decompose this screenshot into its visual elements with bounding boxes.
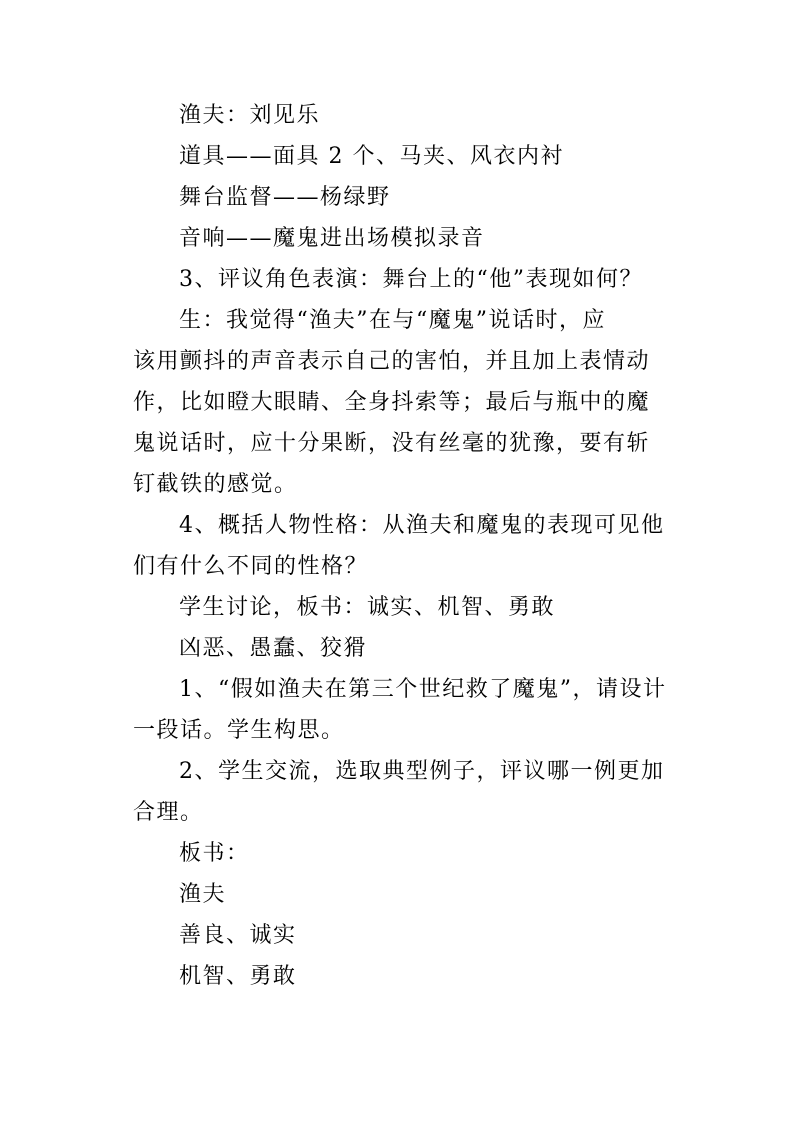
text-line: 一段话。学生构思。: [133, 718, 345, 743]
text-line: 作，比如瞪大眼睛、全身抖索等；最后与瓶中的魔: [133, 390, 651, 415]
text-line: 舞台监督——杨绿野: [179, 185, 391, 210]
text-line: 合理。: [133, 800, 204, 825]
text-line: 渔夫：刘见乐: [179, 103, 321, 128]
text-line: 善良、诚实: [179, 923, 297, 948]
text-line: 2、学生交流，选取典型例子，评议哪一例更加: [179, 759, 665, 784]
text-line: 音响——魔鬼进出场模拟录音: [179, 226, 485, 251]
document-body: [133, 95, 693, 997]
text-line: 鬼说话时，应十分果断，没有丝毫的犹豫，要有斩: [133, 431, 651, 456]
text-line: 凶恶、愚蠢、狡猾: [179, 636, 368, 661]
text-line: 们有什么不同的性格？: [133, 554, 369, 579]
text-line: 1、“假如渔夫在第三个世纪救了魔鬼”，请设计: [179, 677, 667, 702]
text-line: 该用颤抖的声音表示自己的害怕，并且加上表情动: [133, 349, 651, 374]
text-line: 学生讨论，板书：诚实、机智、勇敢: [179, 595, 556, 620]
text-line: 3、评议角色表演：舞台上的“他”表现如何？: [179, 267, 643, 292]
text-line: 钉截铁的感觉。: [133, 472, 298, 497]
text-line: 渔夫: [179, 882, 227, 907]
text-line: 板书：: [179, 841, 250, 866]
text-line: 4、概括人物性格：从渔夫和魔鬼的表现可见他: [179, 513, 665, 538]
text-line: 道具——面具 2 个、马夹、风衣内衬: [179, 144, 564, 169]
text-line: 机智、勇敢: [179, 964, 297, 989]
text-line: 生：我觉得“渔夫”在与“魔鬼”说话时，应: [179, 308, 606, 333]
